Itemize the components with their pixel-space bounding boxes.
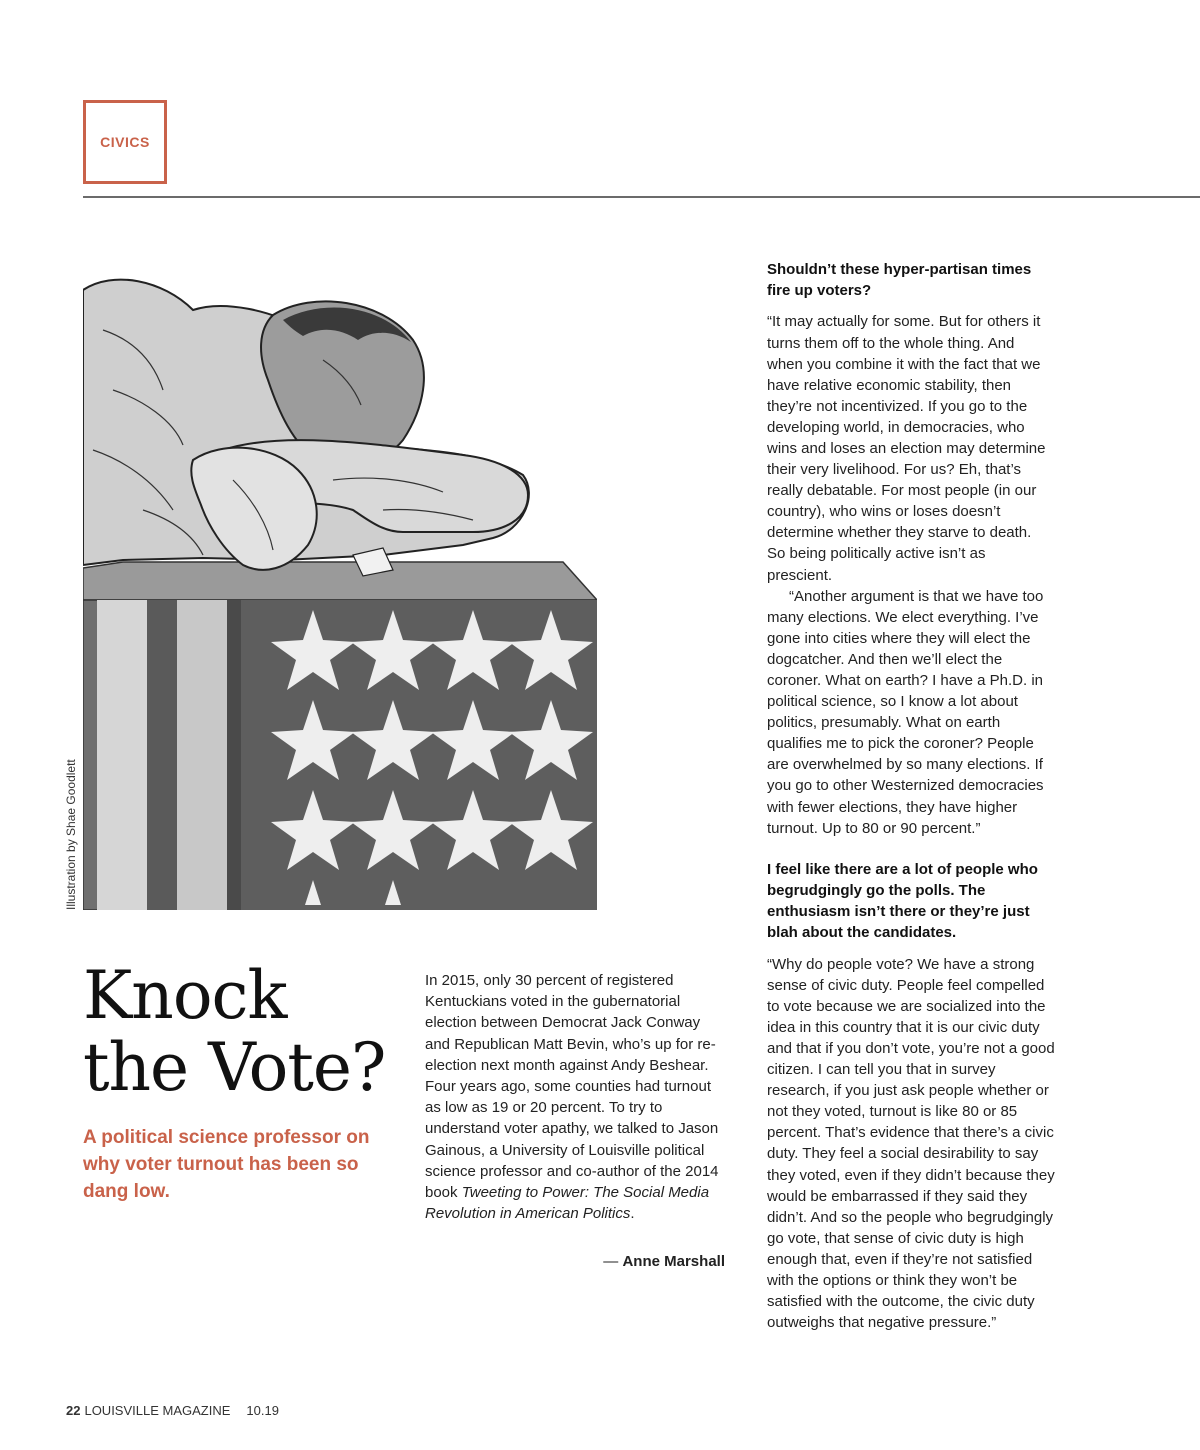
section-label: CIVICS bbox=[100, 134, 150, 150]
question-1: Shouldn’t these hyper-partisan times fire up voters? bbox=[767, 261, 1032, 300]
page-footer bbox=[66, 1403, 279, 1418]
answer-1-paragraph-1: “It may actually for some. But for others it turns them off to the whole thing. And when you combine it with the fact that we have relative economic stability, then they’re not incentivized. If you go to the developing world, in democracies, who wins and loses an election may determine their very livelihood. For us? Eh, that’s really debatable. For most people (in our country), who wins or loses doesn’t determine whether they starve to death. So being politically active isn’t as prescient. bbox=[767, 313, 1046, 584]
flag-stripe bbox=[177, 600, 227, 910]
byline-dash: — bbox=[603, 1253, 623, 1270]
header-rule bbox=[83, 196, 1200, 198]
flag-stripe bbox=[147, 600, 177, 910]
section-tag bbox=[83, 100, 167, 184]
illustration-credit: Illustration by Shae Goodlett bbox=[64, 759, 78, 910]
magazine-name: LOUISVILLE MAGAZINE bbox=[84, 1403, 231, 1418]
intro-end: . bbox=[630, 1205, 635, 1223]
flag-stripe bbox=[97, 600, 147, 910]
headline bbox=[83, 957, 403, 1106]
flag-stripe bbox=[227, 600, 241, 910]
answer-1-paragraph-2: “Another argument is that we have too many elections. We elect everything. I’ve gone into cities where they will elect the dogcatcher. And then we’ll elect the coroner. What on earth? I have a Ph.D. in political science, so I know a lot about politics, presumably. What on earth qualifies me to pick the coroner? People are overwhelmed by so many elections. If you go to other Westernized democracies with fewer elections, they have higher turnout. Up to 80 or 90 percent.” bbox=[767, 587, 1044, 837]
byline bbox=[425, 1253, 725, 1270]
intro-paragraph bbox=[425, 970, 725, 1224]
interview-column bbox=[767, 259, 1067, 1333]
book-title: Tweeting to Power: The Social Media Revolution in American Politics bbox=[425, 1184, 710, 1223]
headline-line-1: Knock bbox=[83, 957, 287, 1034]
ballot-box-top bbox=[83, 562, 597, 600]
intro-text: In 2015, only 30 percent of registered Kentuckians voted in the gubernatorial election between Democrat Jack Conway and Republican Matt Bevin, who’s up for re-election next month against Andy Beshear. Four years ago, some counties had turnout as low as 19 or 20 percent. To try to understand voter apathy, we talked to Jason Gainous, a University of Louisville political science professor and co-author of the 2014 book bbox=[425, 972, 719, 1202]
headline-line-2: the Vote? bbox=[83, 1029, 386, 1106]
answer-2: “Why do people vote? We have a strong sense of civic duty. People feel compelled to vote because we are socialized into the idea in this country that it is our civic duty and that if you don’t vote, you’re not a good citizen. I can tell you that in survey research, if you just ask people whether or not they voted, turnout is like 80 or 85 percent. That’s evidence that there’s a civic duty. They feel a social desirability to say they voted, even if they didn’t because they would be embarrassed if they said they didn’t. And so the people who begrudgingly go vote, that sense of civic duty is high enough that, even if they’re not satisfied with the options or think they won’t be satisfied with the outcome, the civic duty outweighs that negative pressure.” bbox=[767, 955, 1055, 1332]
issue-date: 10.19 bbox=[246, 1403, 279, 1418]
page-number: 22 bbox=[66, 1403, 81, 1418]
illustration-sleeping-man-on-ballot-box bbox=[83, 270, 597, 910]
byline-name: Anne Marshall bbox=[622, 1253, 725, 1270]
question-2: I feel like there are a lot of people who begrudgingly go the polls. The enthusiasm isn’t there or they’re just blah about the candidates. bbox=[767, 860, 1038, 942]
dek: A political science professor on why voter turnout has been so dang low. bbox=[83, 1127, 370, 1202]
